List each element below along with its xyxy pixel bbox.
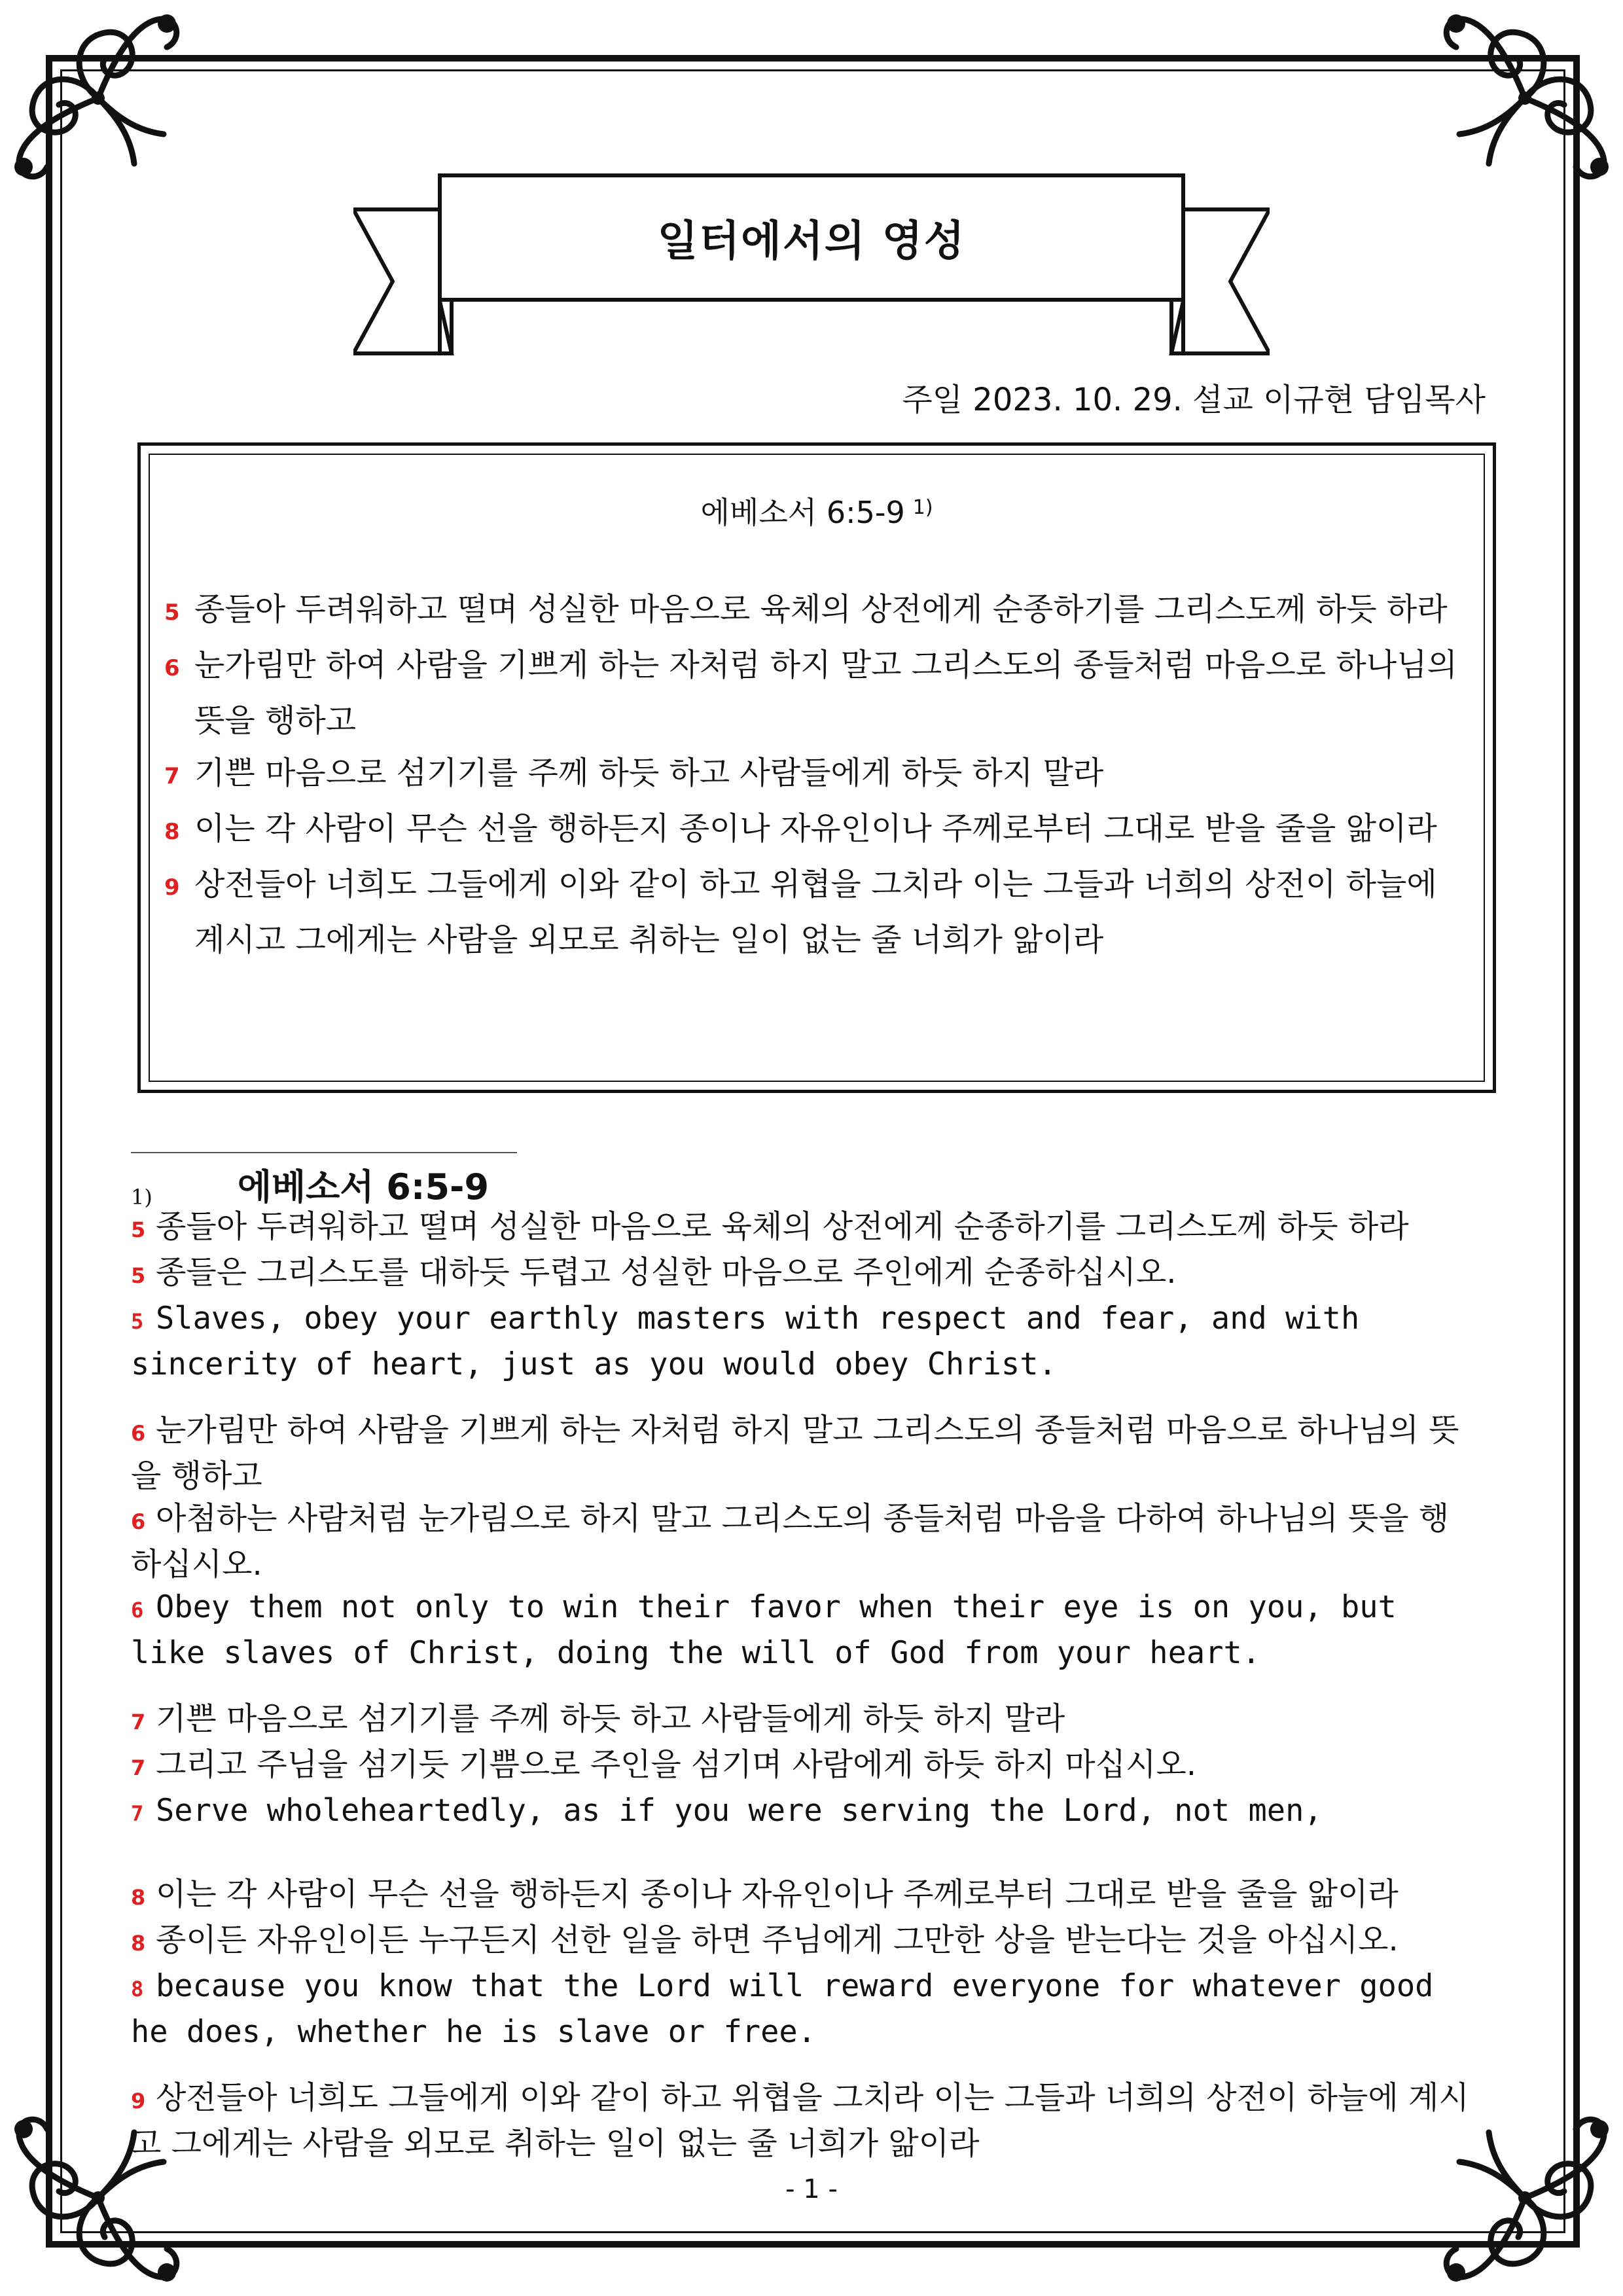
footnote-body bbox=[131, 1206, 1479, 2189]
verse-number: 7 bbox=[131, 1710, 146, 1734]
scripture-box bbox=[137, 442, 1496, 1093]
verse-text: 기쁜 마음으로 섬기기를 주께 하듯 하고 사람들에게 하듯 하지 말라 bbox=[194, 755, 1104, 791]
verse-9 bbox=[164, 858, 1473, 966]
scripture-reference bbox=[141, 489, 1493, 532]
modern-text: 종이든 자유인이든 누구든지 선한 일을 하면 주님에게 그만한 상을 받는다는 것을 아십시오. bbox=[156, 1922, 1399, 1958]
krv-text: 상전들아 너희도 그들에게 이와 같이 하고 위협을 그치라 이는 그들과 너희의 상전이 하늘에 계시고 그에게는 사람을 외모로 취하는 일이 없는 줄 너희가 앎이라 bbox=[131, 2079, 1469, 2162]
verse-number: 8 bbox=[131, 1885, 146, 1910]
english-text: because you know that the Lord will reward everyone for whatever good he does, whether he is slave or free. bbox=[131, 1968, 1434, 2050]
verse-text: 눈가림만 하여 사람을 기쁘게 하는 자처럼 하지 말고 그리스도의 종들처럼 마음으로 하나님의 뜻을 행하고 bbox=[194, 647, 1457, 739]
krv-text: 종들아 두려워하고 떨며 성실한 마음으로 육체의 상전에게 순종하기를 그리스도께 하듯 하라 bbox=[156, 1208, 1409, 1245]
modern-line bbox=[131, 1251, 1479, 1297]
english-text: Serve wholeheartedly, as if you were serving the Lord, not men, bbox=[156, 1793, 1323, 1829]
verse-number: 8 bbox=[131, 1977, 144, 2001]
footnote-verse-5 bbox=[131, 1206, 1479, 1386]
verse-7 bbox=[164, 747, 1473, 802]
modern-line bbox=[131, 1498, 1479, 1586]
krv-line bbox=[131, 2077, 1479, 2165]
verse-number: 6 bbox=[131, 1509, 146, 1534]
verse-number: 8 bbox=[164, 819, 180, 845]
verse-number: 5 bbox=[131, 1217, 146, 1242]
scripture-verses bbox=[164, 583, 1473, 966]
verse-number: 6 bbox=[131, 1421, 146, 1446]
krv-line bbox=[131, 1206, 1479, 1251]
verse-6 bbox=[164, 639, 1473, 747]
english-text: Slaves, obey your earthly masters with respect and fear, and with sincerity of heart, just as you would obey Christ. bbox=[131, 1300, 1360, 1382]
footnote-verse-6 bbox=[131, 1409, 1479, 1674]
footnote-marker: 1) bbox=[131, 1185, 152, 1210]
footnote-separator bbox=[131, 1152, 517, 1153]
verse-5 bbox=[164, 583, 1473, 639]
ornament-corner-top-right-icon bbox=[1427, 0, 1623, 196]
krv-text: 이는 각 사람이 무슨 선을 행하든지 종이나 자유인이나 주께로부터 그대로 받을 줄을 앎이라 bbox=[156, 1876, 1399, 1912]
footnote-verse-9 bbox=[131, 2077, 1479, 2165]
verse-number: 6 bbox=[131, 1598, 144, 1623]
verse-number: 7 bbox=[131, 1801, 144, 1826]
krv-line bbox=[131, 1873, 1479, 1919]
verse-number: 7 bbox=[131, 1755, 146, 1780]
footnote-verse-8 bbox=[131, 1873, 1479, 2053]
sermon-byline: 주일 2023. 10. 29. 설교 이규현 담임목사 bbox=[902, 382, 1486, 418]
footnote-marker[interactable]: 1) bbox=[912, 496, 933, 519]
verse-number: 5 bbox=[131, 1263, 146, 1288]
footnote-heading bbox=[131, 1164, 489, 1210]
english-line bbox=[131, 1965, 1479, 2053]
verse-text: 종들아 두려워하고 떨며 성실한 마음으로 육체의 상전에게 순종하기를 그리스도께 하듯 하라 bbox=[194, 591, 1448, 628]
page-title: 일터에서의 영성 bbox=[657, 217, 966, 266]
verse-text: 이는 각 사람이 무슨 선을 행하든지 종이나 자유인이나 주께로부터 그대로 받을 줄을 앎이라 bbox=[194, 810, 1437, 847]
modern-text: 아첨하는 사람처럼 눈가림으로 하지 말고 그리스도의 종들처럼 마음을 다하여 하나님의 뜻을 행하십시오. bbox=[131, 1500, 1450, 1583]
verse-number: 5 bbox=[164, 600, 180, 626]
modern-line bbox=[131, 1919, 1479, 1965]
english-text: Obey them not only to win their favor when their eye is on you, but like slaves of Christ, doing the will of God from your heart. bbox=[131, 1589, 1397, 1671]
krv-text: 기쁜 마음으로 섬기기를 주께 하듯 하고 사람들에게 하듯 하지 말라 bbox=[156, 1700, 1065, 1737]
modern-line bbox=[131, 1744, 1479, 1789]
verse-number: 8 bbox=[131, 1931, 146, 1956]
verse-number: 5 bbox=[131, 1309, 144, 1334]
verse-text: 상전들아 너희도 그들에게 이와 같이 하고 위협을 그치라 이는 그들과 너희의 상전이 하늘에 계시고 그에게는 사람을 외모로 취하는 일이 없는 줄 너희가 앎이라 bbox=[194, 866, 1437, 958]
verse-number: 9 bbox=[164, 874, 180, 901]
krv-line bbox=[131, 1409, 1479, 1498]
english-line bbox=[131, 1586, 1479, 1674]
verse-number: 9 bbox=[131, 2089, 146, 2113]
scripture-reference-text: 에베소서 6:5-9 bbox=[700, 495, 905, 530]
krv-line bbox=[131, 1698, 1479, 1744]
modern-text: 그리고 주님을 섬기듯 기쁨으로 주인을 섬기며 사람에게 하듯 하지 마십시오. bbox=[156, 1746, 1196, 1783]
modern-text: 종들은 그리스도를 대하듯 두렵고 성실한 마음으로 주인에게 순종하십시오. bbox=[156, 1254, 1177, 1291]
verse-number: 6 bbox=[164, 655, 180, 681]
ornament-corner-top-left-icon bbox=[0, 0, 196, 196]
footnote-title: 에베소서 6:5-9 bbox=[237, 1166, 490, 1208]
krv-text: 눈가림만 하여 사람을 기쁘게 하는 자처럼 하지 말고 그리스도의 종들처럼 마음으로 하나님의 뜻을 행하고 bbox=[131, 1412, 1459, 1494]
page-number: - 1 - bbox=[785, 2174, 838, 2204]
footnote-verse-7 bbox=[131, 1698, 1479, 1835]
english-line bbox=[131, 1789, 1479, 1835]
verse-8 bbox=[164, 802, 1473, 858]
english-line bbox=[131, 1297, 1479, 1386]
verse-number: 7 bbox=[164, 763, 180, 789]
